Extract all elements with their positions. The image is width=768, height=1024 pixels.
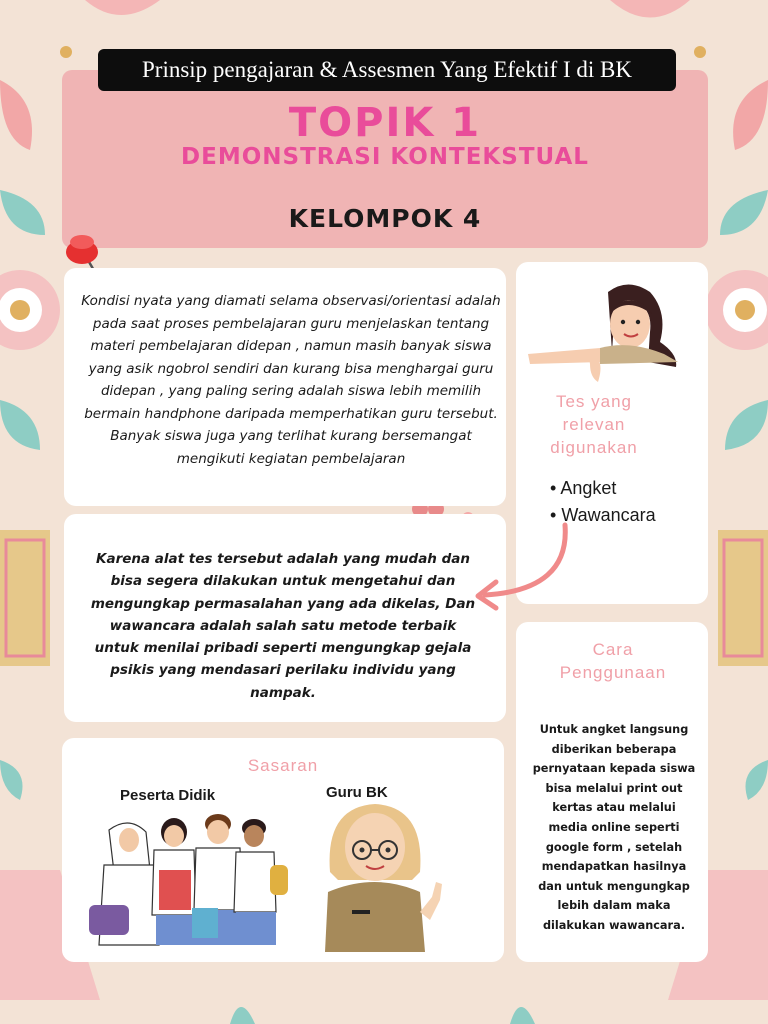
- curved-arrow-icon: [470, 520, 580, 620]
- students-illustration: [84, 810, 304, 950]
- topic-subtitle: DEMONSTRASI KONTEKSTUAL: [181, 144, 589, 170]
- tests-list-item: • Angket: [550, 478, 617, 498]
- course-banner: Prinsip pengajaran & Assesmen Yang Efektif I di BK: [98, 49, 676, 91]
- tests-title: Tes yang relevan digunakan: [550, 392, 638, 457]
- topic-title: TOPIK 1: [288, 100, 482, 146]
- counselor-illustration: [320, 802, 450, 952]
- target-title: Sasaran: [247, 756, 319, 775]
- teacher-label: Guru BK: [326, 784, 388, 801]
- group-label: KELOMPOK 4: [288, 204, 482, 233]
- usage-title: Cara Penggunaan: [559, 640, 667, 682]
- students-label: Peserta Didik: [120, 787, 216, 804]
- reason-text: Karena alat tes tersebut adalah yang mudah dan bisa segera dilakukan untuk mengetahui dan mengungkap permasalahan yang ada dikelas, Dan wawancara adalah salah satu metode terbaik untuk menilai pribadi seperti mengungkap gejala psikis yang mendasari perilaku individu yang nampak.: [90, 551, 476, 701]
- tests-list-item: • Wawancara: [550, 505, 656, 525]
- condition-text: Kondisi nyata yang diamati selama observasi/orientasi adalah pada saat proses pembelajaran guru menjelaskan tentang materi pembelajaran didepan , namun masih banyak siswa yang asik ngobrol sendiri dan kurang bisa menghargai guru didepan , yang paling sering adalah siswa lebih memilih bermain handphone daripada memperhatikan guru tersebut. Banyak siswa juga yang terlihat kurang bersemangat mengikuti kegiatan pembelajaran: [81, 293, 501, 467]
- teacher-pointing-illustration: [528, 272, 698, 392]
- usage-text: Untuk angket langsung diberikan beberapa pernyataan kepada siswa bisa melalui print out kertas atau melalui media online seperti google form , setelah mendapatkan hasilnya dan untuk mengungkap lebih dalam maka dilakukan wawancara.: [532, 723, 696, 932]
